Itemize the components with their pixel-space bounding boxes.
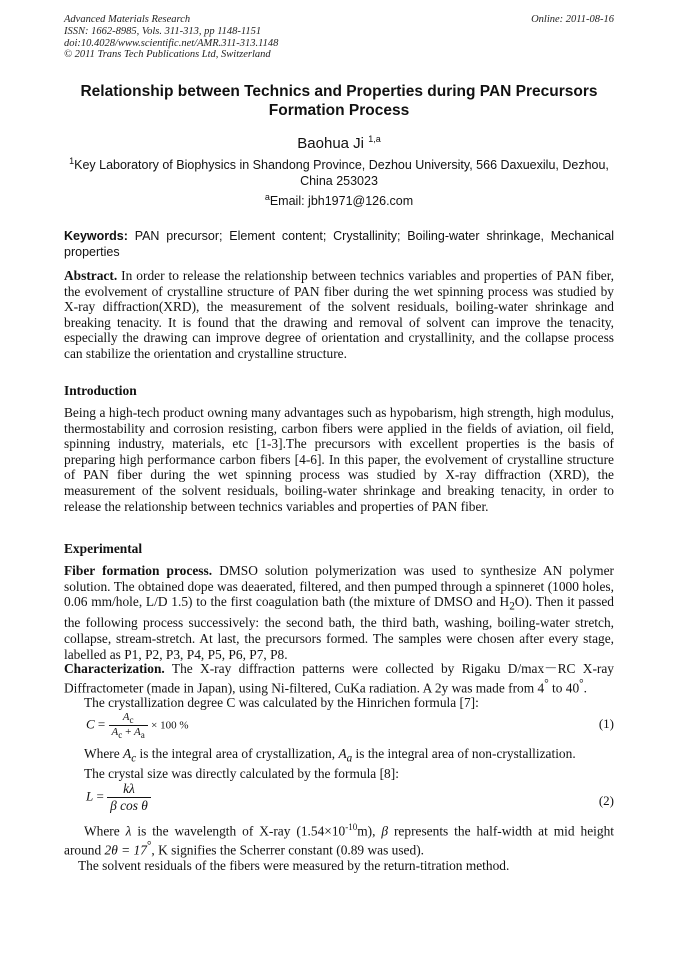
eq2-numerator: kλ: [107, 781, 151, 798]
email-sup: a: [264, 191, 270, 202]
email: [64, 191, 614, 208]
eq1-num: A: [122, 711, 130, 723]
author-name: Baohua Ji: [297, 135, 365, 152]
doi-line[interactable]: doi:10.4028/www.scientific.net/AMR.311-313.1148: [64, 37, 279, 49]
paper-title: Relationship between Technics and Properties during PAN Precursors Formation Process: [80, 83, 598, 119]
where1-aa: $A_a$: [338, 746, 353, 765]
journal-name: Advanced Materials Research: [64, 14, 191, 25]
where1-c: is the integral area of non-crystallization.: [352, 746, 576, 761]
author: [64, 135, 614, 152]
eq1-denominator: $A_c + A_a$: [111, 726, 145, 741]
char-text-c: .: [583, 680, 587, 696]
keywords-label: Keywords:: [64, 229, 128, 243]
solvent-line: The solvent residuals of the fibers were measured by the return-titration method.: [78, 858, 510, 873]
affiliation: [64, 157, 614, 189]
keywords: [64, 229, 614, 260]
eq1-fraction: [109, 711, 148, 740]
where2-deg: °: [146, 840, 152, 853]
where2-a: Where: [84, 823, 126, 839]
eq1-den-a: A: [111, 726, 119, 739]
equation-1-number: (1): [598, 716, 614, 731]
eq1-num-sub: c: [129, 715, 134, 726]
eq1-tail: × 100 %: [151, 719, 189, 732]
equation-2-number: (2): [598, 793, 614, 808]
where1-ac: $A_c$: [123, 746, 137, 765]
eq2-lhs: L: [86, 788, 94, 804]
issn-line: ISSN: 1662-8985, Vols. 311-313, pp 1148-1151: [64, 25, 262, 37]
copyright-line: © 2011 Trans Tech Publications Ltd, Switzerland: [64, 49, 271, 61]
crystallization-line: The crystallization degree C was calculated by the Hinrichen formula [7]:: [84, 695, 479, 710]
where-1: [64, 746, 614, 767]
eq1-numerator: [109, 711, 148, 726]
abstract: [64, 268, 614, 362]
introduction-heading: Introduction: [64, 383, 137, 398]
eq2-denominator: β cos θ: [110, 798, 148, 813]
eq1-den-b-sub: a: [140, 730, 145, 741]
where1-b: is the integral area of crystallization,: [136, 746, 339, 761]
characterization-paragraph: [64, 661, 614, 696]
eq1-lhs: C: [86, 716, 95, 732]
equation-1: C = $\frac{A_c}{A_c + A_a}$ × 100 %: [86, 711, 189, 741]
char-text-b: to 40: [548, 680, 580, 696]
where2-c: m),: [357, 823, 382, 839]
keywords-text: PAN precursor; Element content; Crystallinity; Boiling-water shrinkage, Mechanical properties: [64, 229, 614, 259]
eq2-fraction: [107, 781, 151, 814]
equation-2: L = $\frac{k\lambda}{\text{β cos θ}}$: [86, 781, 151, 814]
where1-a: Where: [84, 746, 124, 761]
fiber-formation-paragraph: [64, 563, 614, 662]
eq1-den-b: A: [134, 726, 141, 739]
journal-header: [64, 14, 614, 61]
online-date: Online: 2011-08-16: [531, 14, 614, 25]
experimental-heading: Experimental: [64, 541, 143, 556]
email-text[interactable]: Email: jbh1971@126.com: [269, 194, 414, 208]
fiber-sub: 2: [509, 600, 515, 613]
where2-d: represents the half-width at mid height around: [64, 823, 614, 858]
abstract-label: Abstract.: [64, 268, 118, 283]
where2-exp: -10: [345, 822, 358, 832]
fiber-label: Fiber formation process.: [64, 563, 213, 578]
char-deg-1: °: [544, 677, 549, 690]
fiber-text-a: DMSO solution polymerization was used to synthesize AN polymer solution. The obtained dope was deaerated, filtered, and then pumped through a spinneret (1000 holes, 0.06 mm/hole, L/D 1.5) to the first coagulation bath (the mixture of DMSO and H: [64, 563, 614, 610]
where-2: [64, 820, 614, 858]
crystal-size-line: The crystal size was directly calculated by the formula [8]:: [84, 766, 399, 781]
affiliation-text: Key Laboratory of Biophysics in Shandong Province, Dezhou University, 566 Daxuexilu, Dezhou, China 253023: [74, 158, 609, 188]
where2-lambda: λ: [125, 823, 132, 839]
where2-f: , K signifies the Scherrer constant (0.89 was used).: [151, 842, 425, 858]
char-text-a: The X-ray diffraction patterns were collected by Rigaku D/max－RC X-ray Diffractometer (made in Japan), using Ni-filtered, CuKa radiation. A 2y was made from 4: [64, 661, 615, 696]
char-label: Characterization.: [64, 661, 165, 676]
where2-b: is the wavelength of X-ray (1.54×10: [131, 823, 346, 839]
introduction-text: Being a high-tech product owning many advantages such as hypobarism, high strength, high modulus, thermostability and corrosion resisting, carbon fibers were applied in the fields of aviation, oil field, spinning industry, materials, etc [1-3].The precursors with excellent properties is the basis of preparing high performance carbon fibers [4-6]. In this paper, the evolvement of crystalline structure of PAN fiber during the wet spinning process was studied by X-ray diffraction (XRD), the measurement of the solvent residuals, boiling-water shrinkage and breaking tenacity, in order to release the relationship between technics variables and properties of PAN fiber.: [64, 405, 614, 514]
abstract-text: In order to release the relationship between technics variables and properties of PAN fiber, the evolvement of crystalline structure of PAN fiber during the wet spinning process was studied by X-ray diffraction(XRD), the measurement of the solvent residuals, boiling-water shrinkage and breaking tenacity. It is found that the drawing and removal of solvent can improve the tenacity, especially the drawing can improve degree of orientation and crystallinity, and the collapse process can stabilize the orientation and crystalline structure.: [64, 268, 614, 361]
author-sup: 1,a: [368, 134, 381, 144]
where2-beta: β: [381, 823, 389, 839]
eq1-den-a-sub: c: [118, 730, 123, 741]
where2-e: 2θ = 17: [104, 842, 147, 858]
char-deg-2: °: [579, 677, 584, 690]
fiber-text-b: O). Then it passed the following process successively: the second bath, the third bath, washing, boiling-water stretch, collapse, stream-stretch. At last, the precursors formed. The samples were chosen after every stage, labelled as P1, P2, P3, P4, P5, P6, P7, P8.: [64, 594, 614, 662]
affiliation-sup: 1: [69, 155, 75, 166]
